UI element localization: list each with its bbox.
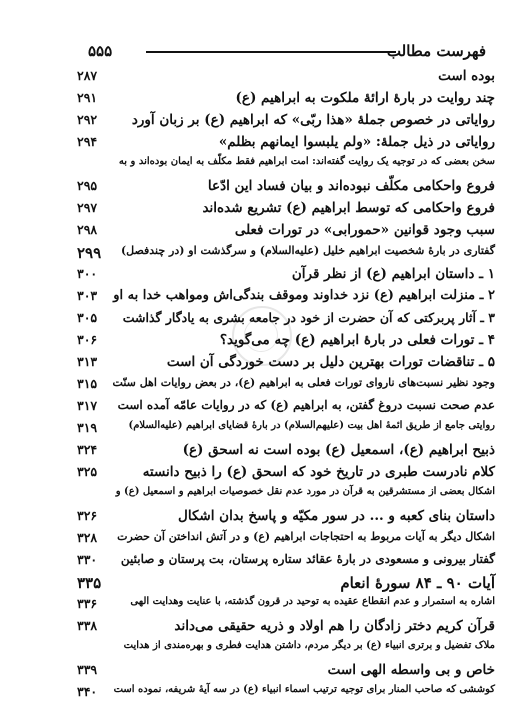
toc-entry [75, 550, 495, 572]
toc-entry-page: ۲۸۷ [77, 68, 98, 83]
toc-entry-page: ۳۰۶ [77, 332, 98, 347]
toc-entry-title: داستان بنای کعبه و ... در سور مکیّه و پاسخ بدان اشکال [178, 508, 495, 524]
page-number: ۵۵۵ [88, 42, 113, 60]
toc-entry-title: روایاتی در خصوص جملهٔ «هذا ربّی» که ابراهیم (ع) بر زبان آورد [131, 112, 495, 128]
toc-entry-page: ۳۳۸ [77, 618, 98, 633]
toc-entry-page: ۳۰۵ [77, 310, 98, 325]
toc-entry-title: گفتاری در بارهٔ شخصیت ابراهیم خلیل (علیه‌السلام) و سرگذشت او (در چندفصل) [120, 244, 495, 257]
running-title: فهرست مطالب [386, 42, 486, 60]
toc-entry-title: ۴ ـ تورات فعلی در بارهٔ ابراهیم (ع) چه می‌گوید؟ [219, 332, 495, 348]
toc-entry [75, 616, 495, 638]
toc-entry-title: روایتی جامع از طریق ائمهٔ اهل بیت (علیهم‌السلام) در بارهٔ قضایای ابراهیم (علیه‌السلام) [128, 420, 495, 431]
toc-entry [75, 220, 495, 242]
toc-entry-page: ۳۱۳ [77, 354, 98, 369]
toc-entry [75, 594, 495, 616]
toc-entry-page: ۳۲۸ [77, 530, 98, 545]
toc-entry [75, 660, 495, 682]
toc-entry-page: ۳۳۵ [77, 574, 102, 592]
toc-entry [75, 110, 495, 132]
toc-entry-title: آیات ۹۰ ـ ۸۴ سورهٔ انعام [340, 574, 495, 592]
toc-entry [75, 682, 495, 704]
toc-entry-title: سخن بعضی که در توجیه یک روایت گفته‌اند: امت ابراهیم فقط مکلّف به ایمان بوده‌اند و به [118, 156, 495, 167]
toc-entry [75, 330, 495, 352]
toc-entry [75, 242, 495, 264]
toc-entry-title: خاص و بی واسطه الهی است [327, 662, 495, 678]
toc-entry-title: ذبیح ابراهیم (ع)، اسمعیل (ع) بوده است نه اسحق (ع) [182, 442, 495, 458]
toc-entry-title: ۳ ـ آثار پربرکتی که آن حضرت از خود در جامعه بشری به یادگار گذاشت [122, 310, 495, 325]
toc-entry-page: ۲۹۴ [77, 134, 98, 149]
toc-entry-title: سبب وجود قوانین «حمورابی» در تورات فعلی [234, 222, 495, 238]
toc-entry [75, 374, 495, 396]
toc-entry [75, 528, 495, 550]
toc-entry-page: ۳۳۹ [77, 662, 98, 677]
toc-entry-page: ۳۲۴ [77, 442, 98, 457]
toc-entry-page: ۳۱۹ [77, 420, 98, 435]
toc-entry [75, 506, 495, 528]
toc-entry-title: فروع واحکامی مکلّف نبوده‌اند و بیان فساد این ادّعا [207, 178, 495, 194]
toc-entry-title: کوششی که صاحب المنار برای توجیه ترتیب اسماء انبیاء (ع) در سه آیهٔ شریفه، نموده است [113, 684, 495, 695]
toc-entry-title: ۱ ـ داستان ابراهیم (ع) از نظر قرآن [291, 266, 495, 282]
toc-entry-title: ۵ ـ تناقضات تورات بهترین دلیل بر دست خوردگی آن است [166, 354, 495, 370]
toc-entry-page: ۳۲۶ [77, 508, 98, 523]
toc-entry-title: چند روایت در بارهٔ ارائهٔ ملکوت به ابراهیم (ع) [235, 90, 495, 106]
toc-entry [75, 66, 495, 88]
toc-entry [75, 308, 495, 330]
toc-entry [75, 572, 495, 594]
toc-entry [75, 88, 495, 110]
toc-entry-page: ۳۰۰ [77, 266, 98, 281]
toc-entry-title: قرآن کریم دختر زادگان را هم اولاد و ذریه حقیقی می‌داند [174, 618, 495, 634]
toc-entry [75, 176, 495, 198]
toc-entry-title: کلام نادرست طبری در تاریخ خود که اسحق (ع) را ذبیح دانسته [142, 464, 495, 480]
toc-entry-title: عدم صحت نسبت دروغ گفتن، به ابراهیم (ع) که در روایات عامّه آمده است [117, 398, 495, 412]
toc-entry [75, 352, 495, 374]
toc-entry [75, 462, 495, 484]
page-header [88, 40, 488, 62]
toc-entry-page: ۳۳۰ [77, 552, 98, 567]
toc-entry-page: ۳۱۵ [77, 376, 98, 391]
toc-entry [75, 154, 495, 176]
toc-entry-title: گفتار بیرونی و مسعودی در بارهٔ عقائد ستاره پرستان، بت پرستان و صابئین [120, 552, 495, 566]
toc-entry-title: روایاتی در ذیل جملهٔ: «ولم یلبسوا ایمانهم بظلم» [218, 134, 495, 150]
toc-entry-title: اشکال بعضی از مستشرقین به قرآن در مورد عدم نقل خصوصیات ابراهیم و اسمعیل (ع) و [115, 486, 495, 497]
toc-entry [75, 638, 495, 660]
header-rule [146, 51, 396, 53]
toc-entry-title: ۲ ـ منزلت ابراهیم (ع) نزد خداوند وموقف بندگی‌اش ومواهب خدا به او [113, 288, 495, 303]
toc-entry-title: اشکال دیگر به آیات مربوط به احتجاجات ابراهیم (ع) و در آتش انداختن آن حضرت [117, 530, 495, 543]
table-of-contents [75, 66, 495, 704]
toc-entry-title: اشاره به استمرار و عدم انقطاع عقیده به توحید در قرون گذشته، با عنایت وهدایت الهی [130, 596, 495, 607]
toc-entry-page: ۲۹۹ [77, 244, 102, 262]
toc-entry-page: ۲۹۲ [77, 112, 98, 127]
toc-entry-page: ۳۳۶ [77, 596, 98, 611]
toc-entry-page: ۲۹۸ [77, 222, 98, 237]
toc-entry-page: ۳۰۳ [77, 288, 98, 303]
toc-entry-title: وجود نظیر نسبت‌های ناروای تورات فعلی به ابراهیم (ع)، در بعض روایات اهل سنّت [112, 376, 495, 389]
toc-entry [75, 198, 495, 220]
toc-entry [75, 484, 495, 506]
toc-entry-title: فروع واحکامی که توسط ابراهیم (ع) تشریع شده‌اند [202, 200, 495, 216]
toc-entry [75, 440, 495, 462]
toc-entry [75, 132, 495, 154]
toc-entry-page: ۲۹۵ [77, 178, 98, 193]
toc-entry-page: ۳۲۵ [77, 464, 98, 479]
toc-entry-page: ۲۹۷ [77, 200, 98, 215]
toc-entry-page: ۲۹۱ [77, 90, 98, 105]
toc-entry-title: ملاک تفضیل و برتری انبیاء (ع) بر دیگر مردم، داشتن هدایت فطری و بهره‌مندی از هدایت [123, 640, 495, 651]
toc-entry-title: بوده است [438, 68, 495, 84]
toc-entry-page: ۳۴۰ [77, 684, 98, 699]
toc-entry [75, 396, 495, 418]
toc-entry [75, 418, 495, 440]
toc-entry-page: ۳۱۷ [77, 398, 98, 413]
toc-entry [75, 264, 495, 286]
toc-entry [75, 286, 495, 308]
